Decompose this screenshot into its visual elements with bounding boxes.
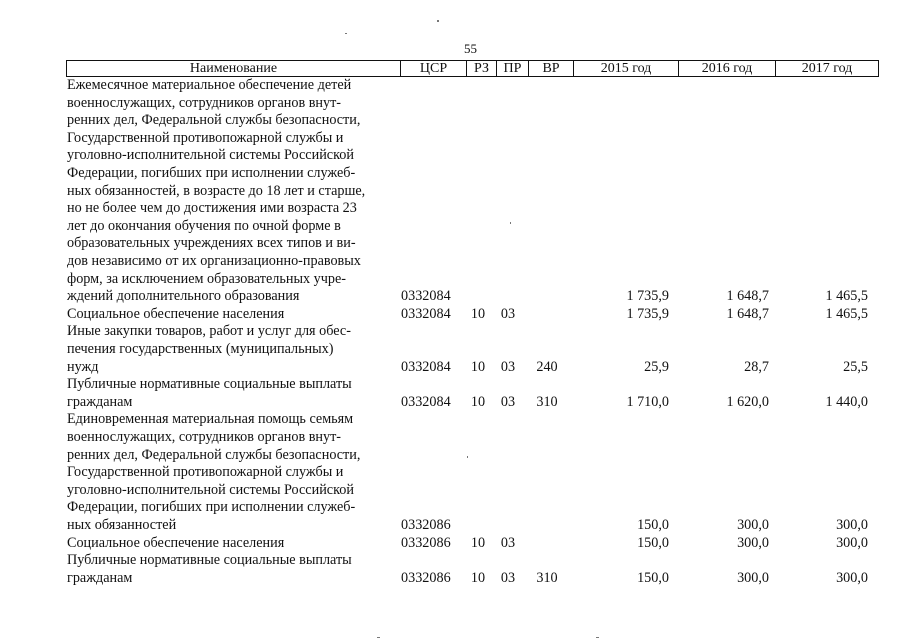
row-vr: 310: [536, 569, 558, 586]
row-value-2015: 1 735,9: [626, 305, 669, 322]
row-name-line: Иные закупки товаров, работ и услуг для обес-: [67, 323, 351, 340]
row-name-line: Единовременная материальная помощь семьям: [67, 411, 354, 428]
row-value-2015: 1 735,9: [626, 288, 669, 305]
row-rz: 10: [470, 393, 486, 410]
row-name-line: Публичные нормативные социальные выплаты: [67, 552, 352, 569]
header-name: Наименование: [67, 61, 401, 76]
row-name-line: гражданам: [67, 569, 133, 586]
row-value-2016: 1 648,7: [726, 305, 769, 322]
row-pr: 03: [500, 305, 516, 322]
row-csr: 0332086: [401, 517, 451, 533]
row-value-2016: 300,0: [737, 534, 769, 551]
header-csr: ЦСР: [401, 61, 467, 76]
row-name-line: ренних дел, Федеральной службы безопасности,: [67, 446, 361, 463]
row-name-line: Публичные нормативные социальные выплаты: [67, 376, 352, 393]
row-value-2016: 300,0: [737, 569, 769, 586]
row-rz: 10: [470, 534, 486, 551]
row-name-line: дов независимо от их организационно-правовых: [67, 253, 361, 269]
row-value-2017: 25,5: [843, 358, 868, 375]
row-vr: 310: [536, 393, 558, 410]
row-name-line: Государственной противопожарной службы и: [67, 129, 344, 146]
row-name-line: Социальное обеспечение населения: [67, 534, 285, 551]
header-rz: РЗ: [467, 61, 497, 76]
row-pr: 03: [500, 358, 516, 375]
row-name-line: ных обязанностей: [67, 517, 177, 533]
row-value-2015: 25,9: [644, 358, 669, 375]
row-name-line: Государственной противопожарной службы и: [67, 464, 344, 481]
scan-speck: [596, 637, 599, 638]
row-name-line: Социальное обеспечение населения: [67, 305, 285, 322]
scan-speck: [467, 456, 468, 458]
row-value-2017: 1 465,5: [825, 288, 868, 305]
row-value-2015: 150,0: [637, 517, 669, 533]
row-value-2017: 1 465,5: [825, 305, 868, 322]
row-name-line: ждений дополнительного образования: [67, 288, 300, 305]
row-rz: 10: [470, 358, 486, 375]
header-pr: ПР: [497, 61, 529, 76]
row-name-line: уголовно-исполнительной системы Российской: [67, 481, 354, 498]
row-name-line: печения государственных (муниципальных): [67, 341, 334, 357]
header-vr: ВР: [529, 61, 574, 76]
row-value-2016: 1 648,7: [726, 288, 769, 305]
header-2016: 2016 год: [679, 61, 776, 76]
row-csr: 0332084: [401, 305, 451, 322]
row-value-2015: 150,0: [637, 534, 669, 551]
header-2017: 2017 год: [801, 61, 853, 76]
row-name-line: военнослужащих, сотрудников органов внут-: [67, 429, 342, 445]
header-2015: 2015 год: [574, 61, 679, 76]
row-pr: 03: [500, 569, 516, 586]
row-name-line: форм, за исключением образовательных учре-: [67, 270, 346, 287]
row-name-line: образовательных учреждениях всех типов и ви-: [67, 235, 356, 252]
row-value-2017: 300,0: [836, 569, 868, 586]
row-name-line: уголовно-исполнительной системы Российской: [67, 147, 354, 164]
row-name-line: Ежемесячное материальное обеспечение детей: [67, 77, 352, 93]
row-value-2017: 300,0: [836, 534, 868, 551]
row-value-2017: 1 440,0: [825, 393, 868, 410]
scan-speck: [510, 222, 511, 224]
row-name-line: гражданам: [67, 393, 133, 410]
row-csr: 0332084: [401, 393, 451, 410]
row-name-line: ных обязанностей, в возрасте до 18 лет и старше,: [67, 182, 366, 199]
scan-speck: [437, 20, 439, 22]
row-value-2015: 150,0: [637, 569, 669, 586]
row-name-line: нужд: [67, 358, 99, 375]
table-header: [66, 60, 879, 77]
row-rz: 10: [470, 305, 486, 322]
row-name-line: военнослужащих, сотрудников органов внут-: [67, 94, 342, 111]
page-number: 55: [464, 41, 477, 56]
row-rz: 10: [470, 569, 486, 586]
row-value-2016: 1 620,0: [726, 393, 769, 410]
row-csr: 0332084: [401, 358, 451, 375]
row-vr: 240: [536, 358, 558, 375]
row-value-2017: 300,0: [836, 517, 868, 533]
row-csr: 0332084: [401, 288, 451, 305]
scan-speck: [377, 637, 380, 638]
row-value-2016: 300,0: [737, 517, 769, 533]
row-name-line: но не более чем до достижения ими возраста 23: [67, 200, 357, 217]
row-pr: 03: [500, 534, 516, 551]
scan-speck: [345, 33, 347, 34]
row-value-2016: 28,7: [744, 358, 769, 375]
row-name-line: ренних дел, Федеральной службы безопасности,: [67, 112, 361, 129]
row-name-line: лет до окончания обучения по очной форме в: [67, 217, 341, 234]
row-csr: 0332086: [401, 569, 451, 586]
row-name-line: Федерации, погибших при исполнении служеб-: [67, 499, 356, 516]
row-pr: 03: [500, 393, 516, 410]
row-value-2015: 1 710,0: [626, 393, 669, 410]
row-name-line: Федерации, погибших при исполнении служеб-: [67, 165, 356, 181]
row-csr: 0332086: [401, 534, 451, 551]
